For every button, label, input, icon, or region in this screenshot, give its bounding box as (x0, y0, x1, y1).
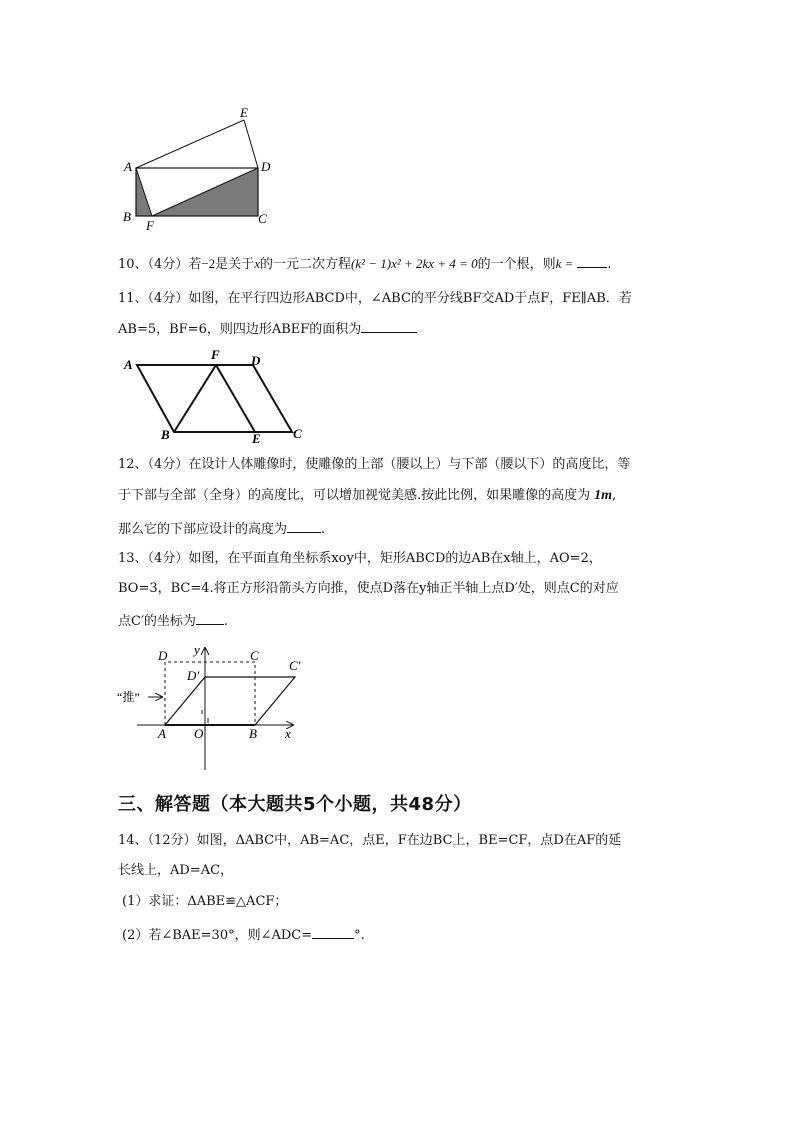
q10-root: −2 (201, 256, 216, 271)
parallelogram-outline (137, 365, 292, 432)
q12-answer-blank[interactable] (287, 520, 321, 533)
q13-line-3-text: 点C′的坐标为 (118, 614, 196, 629)
q10-text-2: 的一元二次方程 (259, 257, 351, 272)
figure-parallelogram-abcd (120, 345, 320, 450)
q10-text-1: 是关于 (215, 257, 255, 272)
q10-equation: (k² − 1)x² + 2kx + 4 = 0 (350, 256, 478, 271)
question-12-line-3 (118, 520, 325, 539)
question-13-line-1: 13、（4分）如图，在平面直角坐标系xoy中，矩形ABCD的边AB在x轴上，AO=2， (118, 551, 602, 566)
label-d-prime: D′ (187, 668, 200, 683)
question-12-line-1: 12、（4分）在设计人体雕像时，使雕像的上部（腰以上）与下部（腰以下）的高度比，等 (118, 457, 631, 472)
q14-degree-end: °. (354, 928, 365, 943)
q10-end: . (607, 257, 612, 272)
q10-variable: x (254, 256, 260, 271)
label-f: F (211, 347, 220, 362)
label-y: y (194, 642, 200, 657)
question-14-part-1: (1）求证：ΔABE≌△ACF； (122, 894, 288, 909)
figure-rectangle-abcd (115, 100, 285, 235)
label-b: B (249, 726, 257, 741)
label-c: C (250, 648, 259, 663)
label-a: A (124, 159, 132, 174)
q13-end: . (223, 614, 229, 629)
q12-line-2-text: 于下部与全部（全身）的高度比，可以增加视觉美感.按此比例，如果雕像的高度为 (118, 488, 591, 503)
question-13-line-2: BO=3，BC=4.将正方形沿箭头方向推，使点D落在y轴正半轴上点D′处，则点C的对应 (118, 581, 619, 596)
question-14-line-1: 14、（12分）如图，ΔABC中，AB=AC，点E，F在边BC上，BE=CF，点D在AF的延 (118, 833, 622, 848)
label-a: A (158, 726, 166, 741)
question-14-part-2 (122, 926, 365, 945)
label-d: D (261, 159, 271, 174)
q12-comma: , (612, 488, 617, 503)
q12-end: . (321, 522, 326, 537)
segment-bf (174, 365, 216, 432)
label-b: B (161, 427, 170, 442)
q14-answer-blank[interactable] (312, 926, 354, 939)
pushed-parallelogram (165, 677, 295, 725)
question-14-line-2: 长线上，AD=AC， (118, 863, 234, 878)
original-rectangle-dashed (165, 662, 255, 725)
question-10 (118, 255, 612, 274)
label-c: C (293, 426, 302, 441)
question-12-line-2 (118, 487, 616, 505)
label-c: C (258, 211, 267, 226)
label-e: E (252, 431, 261, 446)
q12-height: 1m (594, 488, 613, 503)
q10-prefix: 10、（4分）若 (118, 257, 202, 272)
label-f: F (146, 218, 154, 233)
segment-fe (216, 365, 255, 432)
label-push: “推” (117, 690, 140, 704)
q10-k-equals: k = (555, 256, 574, 271)
segment-ae (136, 120, 244, 168)
label-x: x (285, 726, 291, 741)
question-13-line-3 (118, 612, 228, 631)
q12-line-3-text: 那么它的下部应设计的高度为 (118, 522, 288, 537)
segment-ed (244, 120, 258, 168)
figure-coordinate-plane (115, 640, 315, 775)
question-11-line-1: 11、（4分）如图，在平行四边形ABCD中，∠ABC的平分线BF交AD于点F，FE∥AB．若 (118, 291, 632, 306)
q10-answer-blank[interactable] (577, 255, 607, 268)
label-o: O (194, 726, 204, 741)
q11-line-2-text: AB=5，BF=6，则四边形ABEF的面积为 (118, 322, 362, 337)
q13-answer-blank[interactable] (196, 612, 224, 625)
label-e: E (240, 105, 248, 120)
label-d: D (251, 353, 261, 368)
label-c-prime: C′ (289, 658, 301, 673)
label-d: D (158, 648, 168, 663)
section-heading: 三、解答题（本大题共5个小题，共48分） (118, 794, 472, 815)
q14-part-2-text: (2）若∠BAE=30°，则∠ADC= (122, 928, 313, 943)
q10-text-3: 的一个根，则 (477, 257, 556, 272)
question-11-line-2 (118, 320, 417, 339)
label-b: B (123, 209, 131, 224)
q11-answer-blank[interactable] (361, 320, 417, 333)
label-a: A (124, 357, 133, 372)
